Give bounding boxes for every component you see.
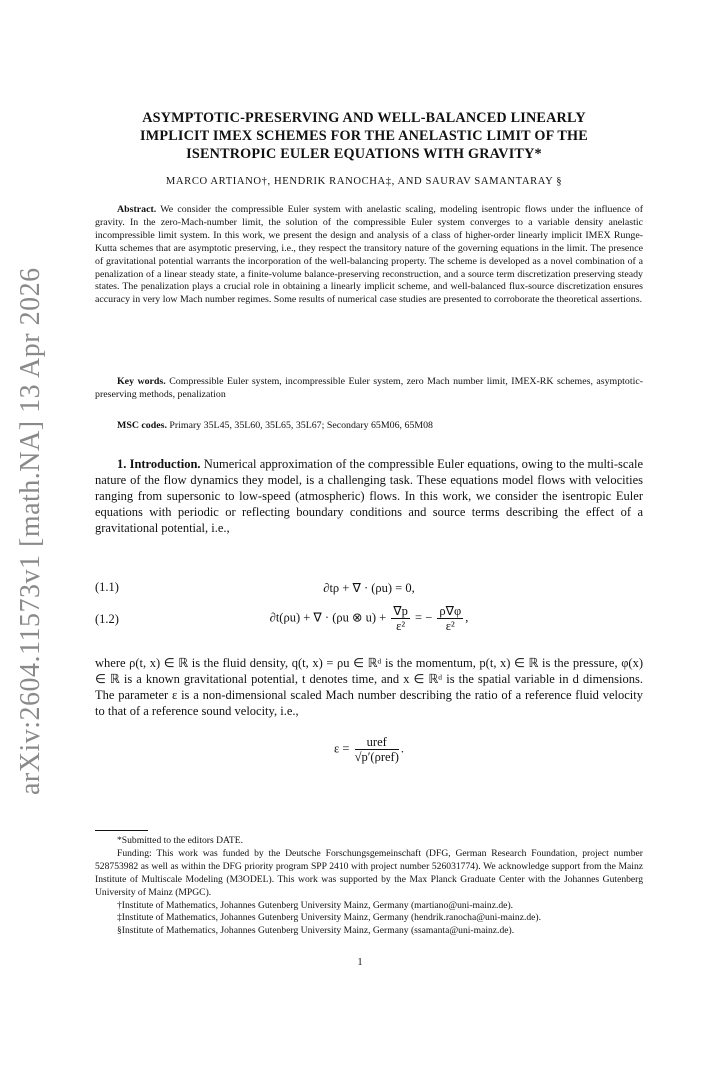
equation-body [95, 604, 643, 633]
arxiv-stamp[interactable]: arXiv:2604.11573v1 [math.NA] 13 Apr 2026 [15, 267, 46, 795]
equation-body: ∂tρ + ∇ · (ρu) = 0, [323, 581, 415, 595]
intro-text: Numerical approximation of the compressible Euler equations, owing to the multi-scale nature of the flow dynamics they model, is a challenging task. These equations model flows with velocities ranging from supersonic to low-speed (atmospheric) flows. In this work, we consider the isentropic Euler equations with periodic or reflecting boundary conditions and source terms describing the effect of a gravitational potential, i.e., [95, 457, 644, 536]
author-list: MARCO ARTIANO†, HENDRIK RANOCHA‡, AND SAURAV SAMANTARAY § [165, 176, 563, 187]
abstract-text: We consider the compressible Euler system with anelastic scaling, modeling isentropic flows under the influence of gravity. In the zero-Mach-number limit, the solution of the compressible Euler system converges to a variable density anelastic incompressible limit system. In this work, we present the design and analysis of a class of higher-order linearly implicit IMEX Runge-Kutta schemes that are asymptotic preserving, i.e., they respect the transitory nature of the governing equations in the limit. The presence of gravitational potential warrants the incorporation of the well-balancing property. The scheme is developed as a novel combination of a penalization of a linear steady state, a finite-volume balance-preserving reconstruction, and a source term discretization preserving steady states. The penalization plays a crucial role in obtaining a linearly implicit scheme, and well-balanced flux-source discretization ensures accuracy in very low Mach number regimes. Some results of numerical case studies are presented to corroborate the theoretical assertions. [95, 204, 644, 306]
equation-end: , [465, 610, 469, 625]
fraction [437, 604, 463, 633]
section-heading: 1. Introduction. [117, 457, 201, 471]
definitions-paragraph: where ρ(t, x) ∈ ℝ is the fluid density, q(t, x) = ρu ∈ ℝᵈ is the momentum, p(t, x) ∈ ℝ is the pressure, φ(x) ∈ ℝ is a known gravitational potential, t denotes time, and x ∈ ℝᵈ is the spatial variable in d dimensions. The parameter ε is a non-dimensional scaled Mach number describing the ratio of a reference fluid velocity to that of a reference sound velocity, i.e., [95, 656, 643, 719]
msc-label: MSC codes. [117, 420, 167, 431]
equation-number: (1.1) [95, 580, 119, 594]
fraction [355, 735, 399, 764]
footnote-funding: Funding: This work was funded by the Deutsche Forschungsgemeinschaft (DFG, German Research Foundation, project number 528753982 as well as within the DFG priority program SPP 2410 with project number 526031774). We acknowledge support from the Mainz Institute of Multiscale Modeling (M3ODEL). This work was supported by the Max Planck Graduate Center with the Johannes Gutenberg University of Mainz (MPGC). [95, 847, 643, 898]
keywords [95, 375, 643, 401]
equation-epsilon [95, 735, 643, 764]
abstract-label: Abstract. [117, 204, 157, 215]
footnote-rule [95, 830, 148, 831]
footnotes [95, 835, 643, 938]
equation-1-2 [95, 604, 643, 640]
fraction-numerator: uref [355, 735, 399, 750]
footnote-submitted: *Submitted to the editors DATE. [117, 835, 244, 846]
equation-1-1 [95, 580, 643, 602]
introduction-paragraph [95, 456, 643, 536]
keywords-text: Compressible Euler system, incompressible Euler system, zero Mach number limit, IMEX-RK schemes, asymptotic-preserving methods, penalization [95, 376, 643, 400]
msc-text: Primary 35L45, 35L60, 35L65, 35L67; Secondary 65M06, 65M08 [169, 420, 433, 431]
title-line-1: ASYMPTOTIC-PRESERVING AND WELL-BALANCED LINEARLY [142, 110, 586, 126]
keywords-label: Key words. [117, 376, 166, 387]
footnote-affiliation-2[interactable]: ‡Institute of Mathematics, Johannes Gutenberg University Mainz, Germany (hendrik.ranocha@uni-mainz.de). [117, 912, 541, 924]
fraction-denominator: √p′(ρref) [354, 750, 399, 764]
abstract [95, 204, 643, 307]
title-line-3: ISENTROPIC EULER EQUATIONS WITH GRAVITY* [186, 146, 542, 162]
paper-title [88, 109, 640, 163]
equation-lhs: ε = [334, 741, 350, 756]
fraction [391, 604, 410, 633]
equation-mid: = − [415, 610, 433, 625]
fraction-numerator: ∇p [393, 604, 408, 618]
fraction-denominator: ε² [396, 619, 406, 633]
fraction-numerator: ρ∇φ [439, 604, 462, 618]
title-line-2: IMPLICIT IMEX SCHEMES FOR THE ANELASTIC LIMIT OF THE [140, 128, 588, 144]
fraction-denominator: ε² [445, 619, 455, 633]
msc-codes [95, 419, 643, 432]
footnote-affiliation-3[interactable]: §Institute of Mathematics, Johannes Gutenberg University Mainz, Germany (ssamanta@uni-mainz.de). [117, 925, 515, 937]
page-number: 1 [357, 957, 363, 968]
footnote-affiliation-1[interactable]: †Institute of Mathematics, Johannes Gutenberg University Mainz, Germany (martiano@uni-mainz.de). [117, 899, 514, 911]
equation-number: (1.2) [95, 612, 119, 626]
equation-lhs: ∂t(ρu) + ∇ · (ρu ⊗ u) + [269, 610, 387, 625]
equation-end: . [400, 741, 404, 756]
